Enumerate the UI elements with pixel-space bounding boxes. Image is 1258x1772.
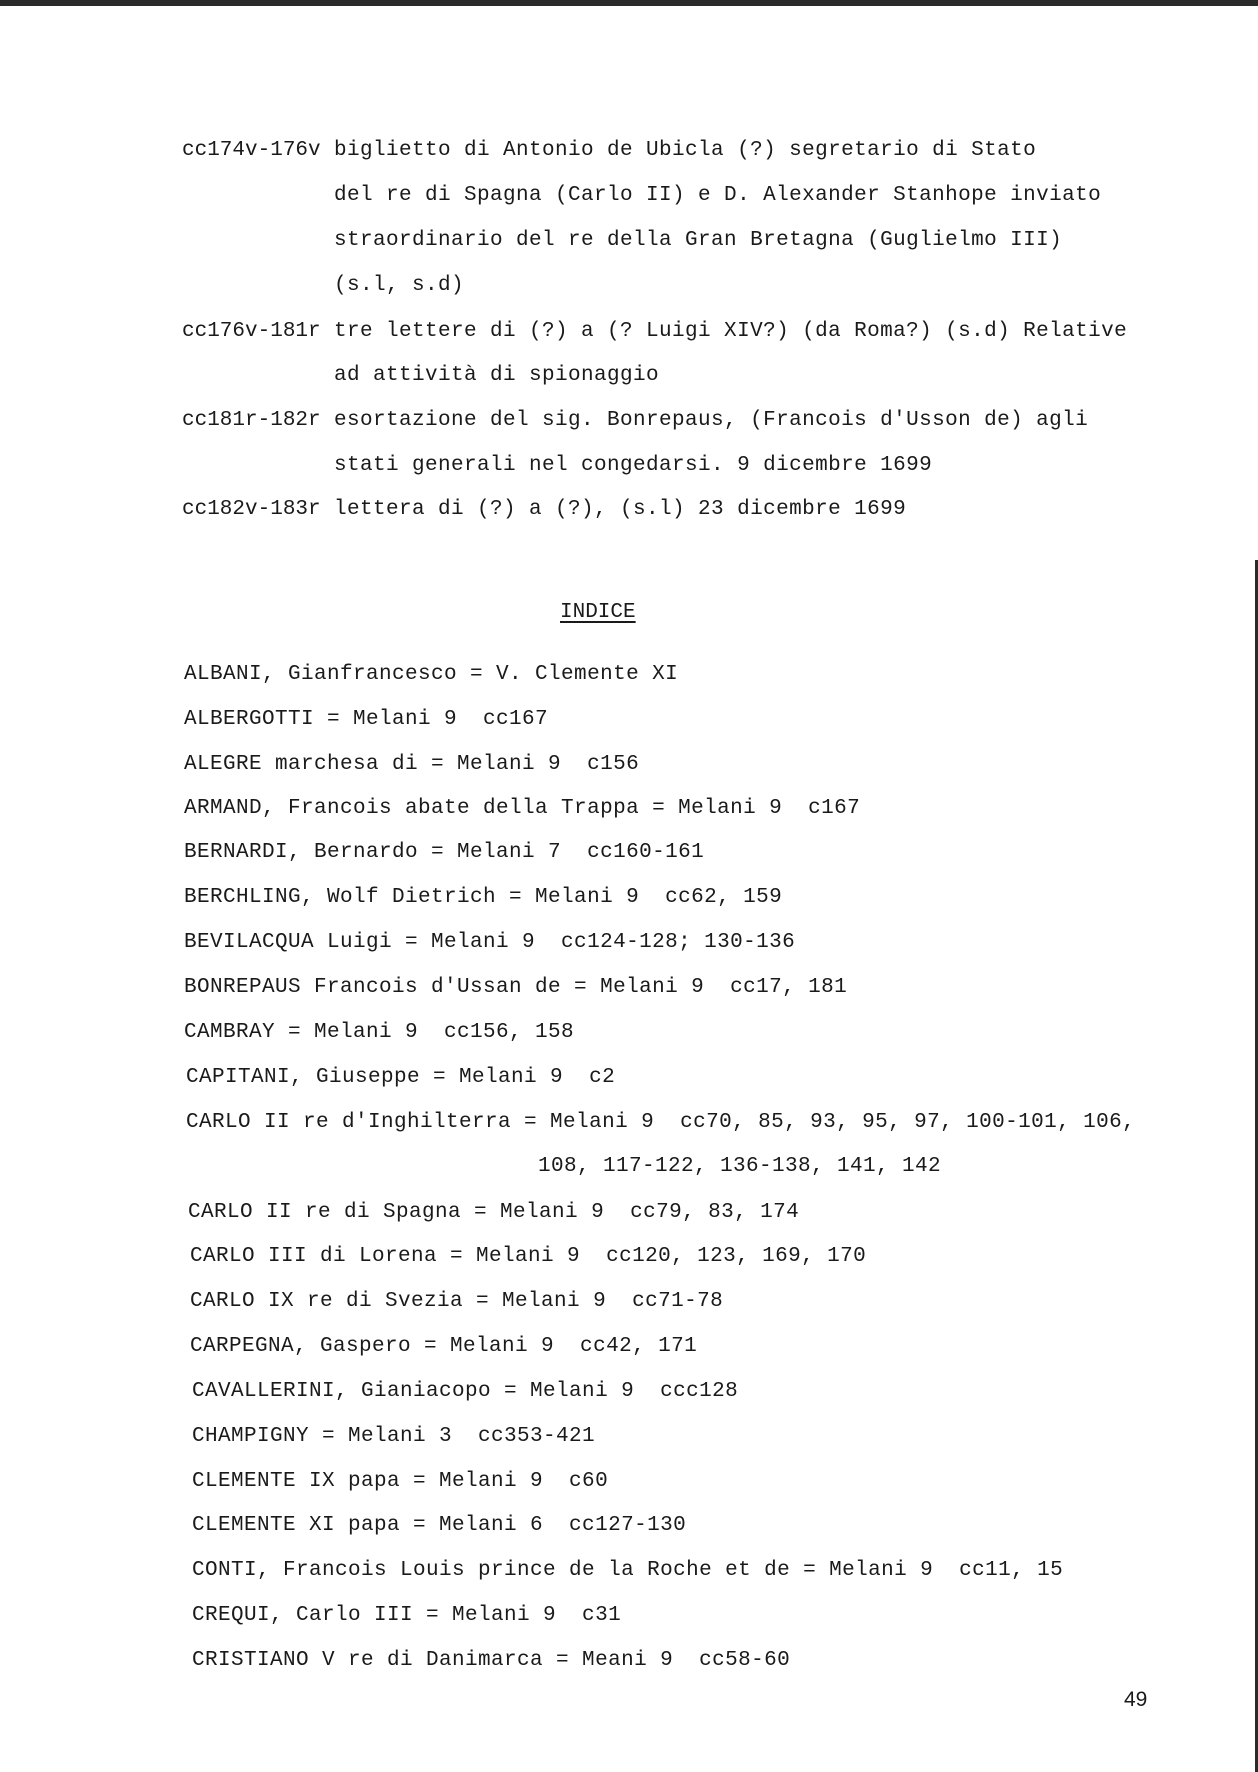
entry-line: straordinario del re della Gran Bretagna (Guglielmo III)	[334, 229, 1063, 252]
index-entry: ALEGRE marchesa di = Melani 9 c156	[184, 753, 640, 776]
entry-line: ad attività di spionaggio	[334, 364, 660, 387]
entry-line: biglietto di Antonio de Ubicla (?) segretario di Stato	[334, 139, 1037, 162]
index-entry: CREQUI, Carlo III = Melani 9 c31	[192, 1604, 622, 1627]
index-entry: CONTI, Francois Louis prince de la Roche et de = Melani 9 cc11, 15	[192, 1559, 1064, 1582]
entry-line: tre lettere di (?) a (? Luigi XIV?) (da Roma?) (s.d) Relative	[334, 320, 1128, 343]
index-entry: CARPEGNA, Gaspero = Melani 9 cc42, 171	[190, 1335, 698, 1358]
index-entry: CARLO II re d'Inghilterra = Melani 9 cc70, 85, 93, 95, 97, 100-101, 106,	[186, 1111, 1136, 1134]
index-entry: CHAMPIGNY = Melani 3 cc353-421	[192, 1425, 596, 1448]
index-entry: ALBANI, Gianfrancesco = V. Clemente XI	[184, 663, 679, 686]
index-entry: ARMAND, Francois abate della Trappa = Melani 9 c167	[184, 797, 861, 820]
index-entry: ALBERGOTTI = Melani 9 cc167	[184, 708, 549, 731]
entry-line: esortazione del sig. Bonrepaus, (Francois d'Usson de) agli	[334, 409, 1089, 432]
index-entry: BEVILACQUA Luigi = Melani 9 cc124-128; 130-136	[184, 931, 796, 954]
entry-ref: cc176v-181r	[182, 320, 321, 343]
index-entry: CLEMENTE XI papa = Melani 6 cc127-130	[192, 1514, 687, 1537]
index-entry: CARLO III di Lorena = Melani 9 cc120, 123, 169, 170	[190, 1245, 867, 1268]
index-entry: BONREPAUS Francois d'Ussan de = Melani 9 cc17, 181	[184, 976, 848, 999]
entry-line: lettera di (?) a (?), (s.l) 23 dicembre 1699	[334, 498, 907, 521]
index-heading: INDICE	[560, 601, 636, 624]
index-entry: BERCHLING, Wolf Dietrich = Melani 9 cc62, 159	[184, 886, 783, 909]
entry-line: (s.l, s.d)	[334, 274, 465, 297]
index-entry: CAPITANI, Giuseppe = Melani 9 c2	[186, 1066, 616, 1089]
index-entry: CAMBRAY = Melani 9 cc156, 158	[184, 1021, 575, 1044]
entry-line: stati generali nel congedarsi. 9 dicembre 1699	[334, 454, 933, 477]
entry-ref: cc182v-183r	[182, 498, 321, 521]
index-entry: CLEMENTE IX papa = Melani 9 c60	[192, 1470, 609, 1493]
index-entry: CARLO II re di Spagna = Melani 9 cc79, 83, 174	[188, 1201, 800, 1224]
entry-ref: cc181r-182r	[182, 409, 321, 432]
top-border	[0, 0, 1258, 6]
index-entry: CARLO IX re di Svezia = Melani 9 cc71-78	[190, 1290, 724, 1313]
index-entry: CAVALLERINI, Gianiacopo = Melani 9 ccc128	[192, 1380, 739, 1403]
index-entry: BERNARDI, Bernardo = Melani 7 cc160-161	[184, 841, 705, 864]
entry-ref: cc174v-176v	[182, 139, 321, 162]
index-entry: CRISTIANO V re di Danimarca = Meani 9 cc58-60	[192, 1649, 791, 1672]
entry-line: del re di Spagna (Carlo II) e D. Alexander Stanhope inviato	[334, 184, 1102, 207]
page-number: 49	[1124, 1688, 1148, 1711]
index-entry-continuation: 108, 117-122, 136-138, 141, 142	[538, 1155, 942, 1178]
